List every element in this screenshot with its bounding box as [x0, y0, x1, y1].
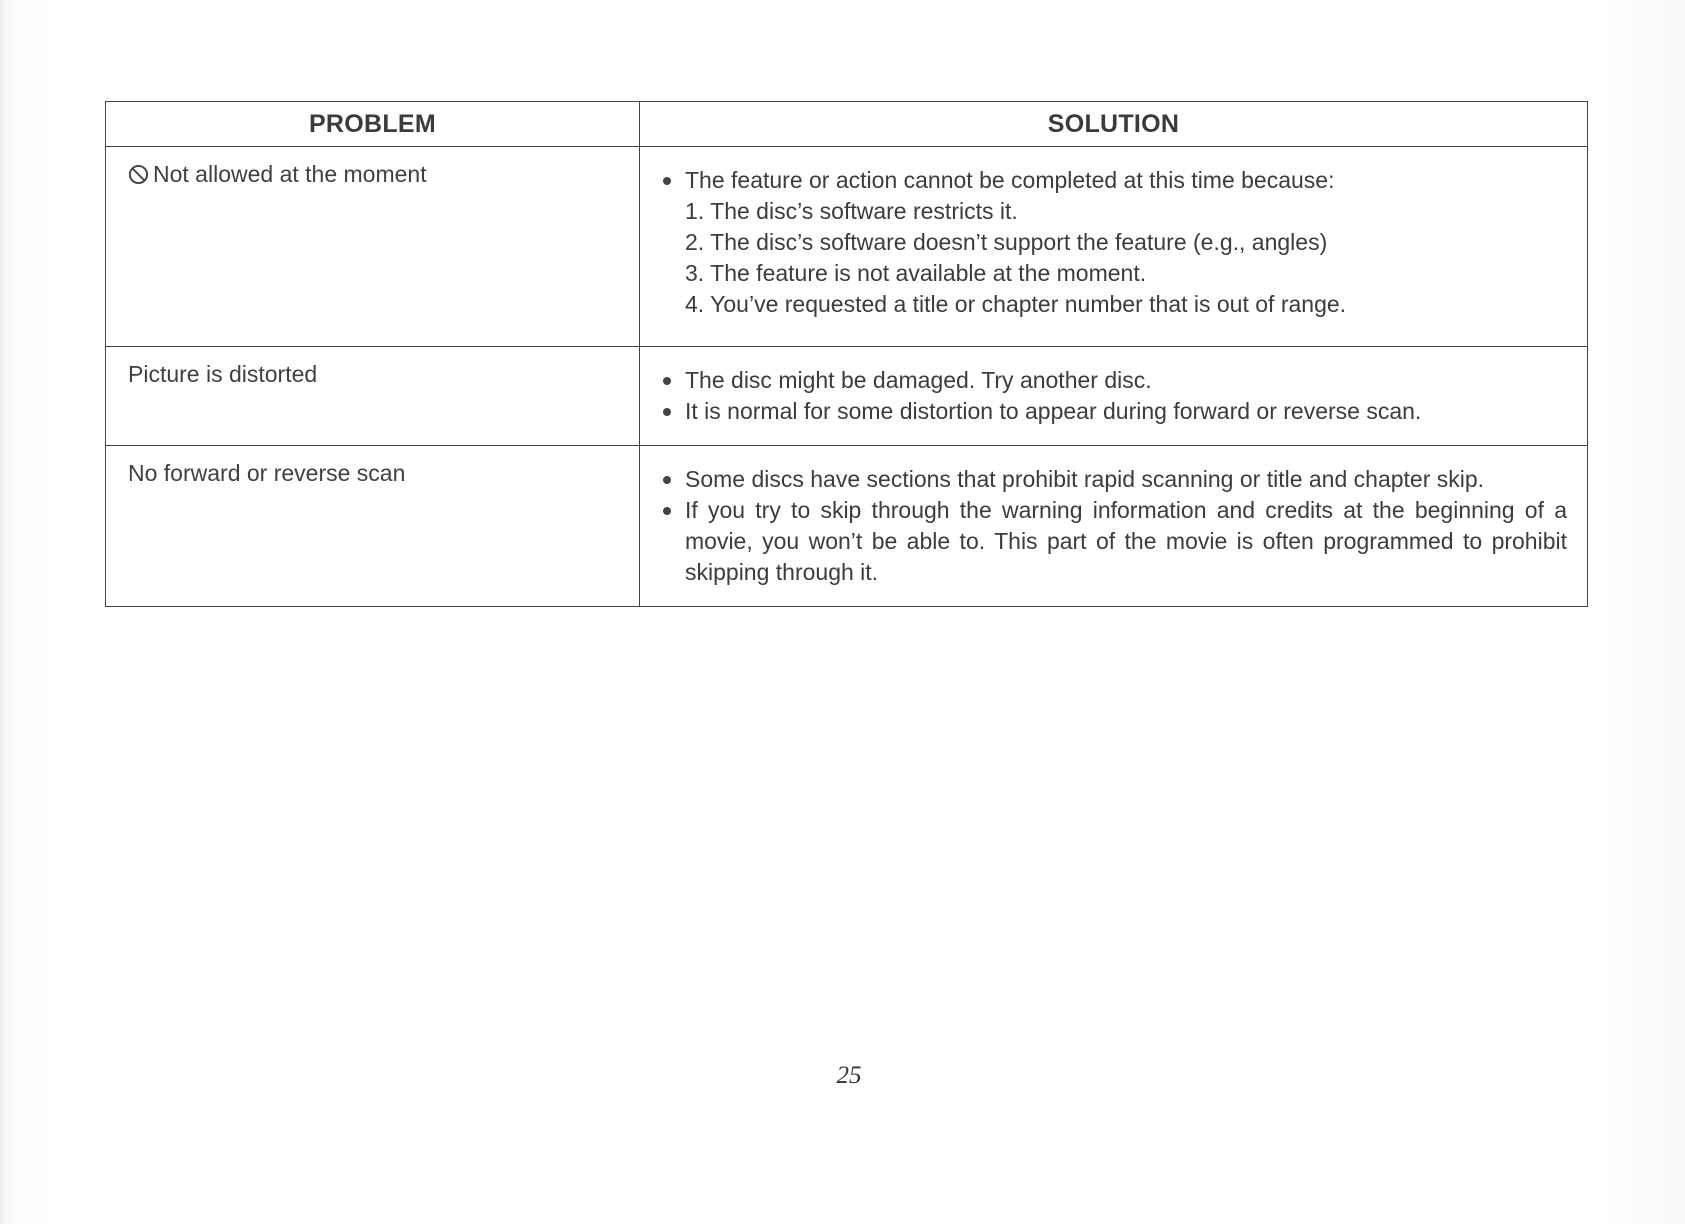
problem-text: Picture is distorted: [128, 361, 318, 387]
solution-cell: [640, 347, 1588, 446]
solution-subitem: 3. The feature is not available at the moment.: [685, 260, 1147, 286]
solution-cell: [640, 147, 1588, 347]
solution-cell: [640, 446, 1588, 607]
problem-text: Not allowed at the moment: [153, 161, 427, 187]
problem-cell: [106, 446, 640, 607]
table-row: [106, 347, 1588, 446]
problem-cell: [106, 147, 640, 347]
prohibited-icon: [128, 164, 149, 185]
table-row: [106, 446, 1588, 607]
problem-column-header: PROBLEM: [106, 102, 640, 147]
troubleshooting-table: [105, 101, 1588, 607]
table-header-row: [106, 102, 1588, 147]
solution-bullet: Some discs have sections that prohibit rapid scanning or title and chapter skip.: [640, 464, 1567, 495]
solution-bullet: The feature or action cannot be completed at this time because:: [640, 165, 1567, 196]
solution-bullet: It is normal for some distortion to appear during forward or reverse scan.: [640, 396, 1567, 427]
page-number: 25: [836, 1062, 862, 1089]
solution-bullet: The disc might be damaged. Try another disc.: [640, 365, 1567, 396]
solution-bullet: If you try to skip through the warning information and credits at the beginning of a movie, you won’t be able to. This part of the movie is often programmed to prohibit skipping through it.: [640, 495, 1567, 588]
solution-column-header: SOLUTION: [640, 102, 1588, 147]
solution-subitem: 1. The disc’s software restricts it.: [685, 198, 1018, 224]
solution-subitem: 4. You’ve requested a title or chapter number that is out of range.: [685, 291, 1347, 317]
problem-text: No forward or reverse scan: [128, 460, 406, 486]
solution-subitem: 2. The disc’s software doesn’t support the feature (e.g., angles): [685, 229, 1328, 255]
problem-cell: [106, 347, 640, 446]
table-row: [106, 147, 1588, 347]
